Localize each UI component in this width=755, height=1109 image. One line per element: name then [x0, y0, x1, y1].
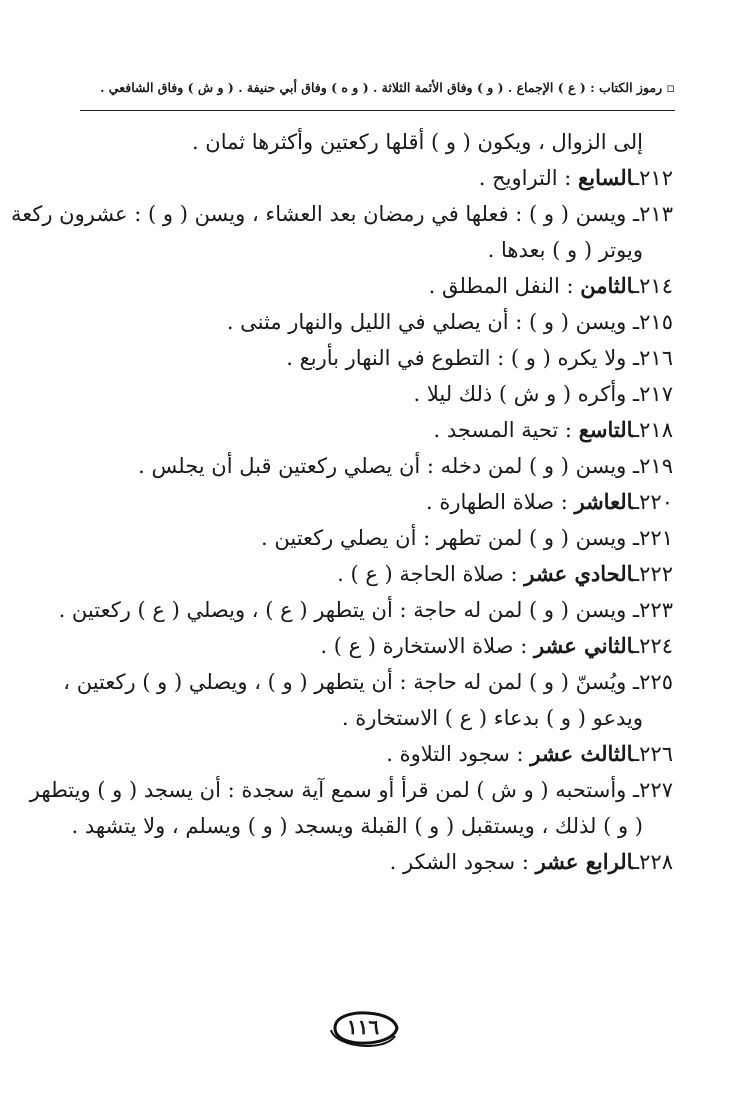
entry-219: ٢١٩ـ ويسن ( و ) لمن دخله : أن يصلي ركعتين قبل أن يجلس .: [138, 454, 673, 478]
entry-215: ٢١٥ـ ويسن ( و ) : أن يصلي في الليل والنهار مثنى .: [226, 310, 673, 334]
entry-225: ٢٢٥ـ ويُسنّ ( و ) لمن له حاجة : أن يتطهر ( و ) ، ويصلي ( و ) ركعتين ،: [63, 670, 673, 694]
entry-216: ٢١٦ـ ولا يكره ( و ) : التطوع في النهار بأربع .: [286, 346, 673, 370]
entry-226: ٢٢٦ـالثالث عشر : سجود التلاوة .: [386, 741, 673, 766]
entry-218: ٢١٨ـالتاسع : تحية المسجد .: [433, 417, 673, 442]
header-divider: [80, 110, 675, 111]
entry-228: ٢٢٨ـالرابع عشر : سجود الشكر .: [389, 849, 673, 874]
entry-213-cont: ويوتر ( و ) بعدها .: [487, 238, 643, 262]
entry-221: ٢٢١ـ ويسن ( و ) لمن تطهر : أن يصلي ركعتين .: [261, 526, 673, 550]
text-line-1: إلى الزوال ، ويكون ( و ) أقلها ركعتين وأكثرها ثمان .: [191, 130, 643, 154]
entry-223: ٢٢٣ـ ويسن ( و ) لمن له حاجة : أن يتطهر ( ع ) ، ويصلي ( ع ) ركعتين .: [58, 598, 673, 622]
page-number-badge: [327, 1008, 399, 1048]
entry-227-cont: ( و ) لذلك ، ويستقبل ( و ) القبلة ويسجد ( و ) ويسلم ، ولا يتشهد .: [71, 814, 643, 838]
entry-212: ٢١٢ـالسابع : التراويح .: [478, 165, 673, 190]
entry-222: ٢٢٢ـالحادي عشر : صلاة الحاجة ( ع ) .: [337, 561, 673, 586]
entry-227: ٢٢٧ـ وأستحبه ( و ش ) لمن قرأ أو سمع آية سجدة : أن يسجد ( و ) ويتطهر: [29, 778, 673, 802]
page-number: ١١٦: [346, 1015, 380, 1039]
entry-225-cont: ويدعو ( و ) بدعاء ( ع ) الاستخارة .: [341, 706, 643, 730]
entry-220: ٢٢٠ـالعاشر : صلاة الطهارة .: [425, 489, 673, 514]
entry-213: ٢١٣ـ ويسن ( و ) : فعلها في رمضان بعد العشاء ، ويسن ( و ) : عشرون ركعة: [10, 202, 673, 226]
entry-214: ٢١٤ـالثامن : النفل المطلق .: [428, 273, 673, 298]
page-header: ▫ رموز الكتاب : ( ع ) الإجماع . ( و ) وفاق الأئمة الثلاثة . ( و ه ) وفاق أبي حنيفة . ( و ش ) وفاق الشافعي .: [100, 80, 675, 95]
page-body: [10, 124, 673, 880]
entry-224: ٢٢٤ـالثاني عشر : صلاة الاستخارة ( ع ) .: [320, 633, 673, 658]
entry-217: ٢١٧ـ وأكره ( و ش ) ذلك ليلا .: [413, 382, 673, 406]
